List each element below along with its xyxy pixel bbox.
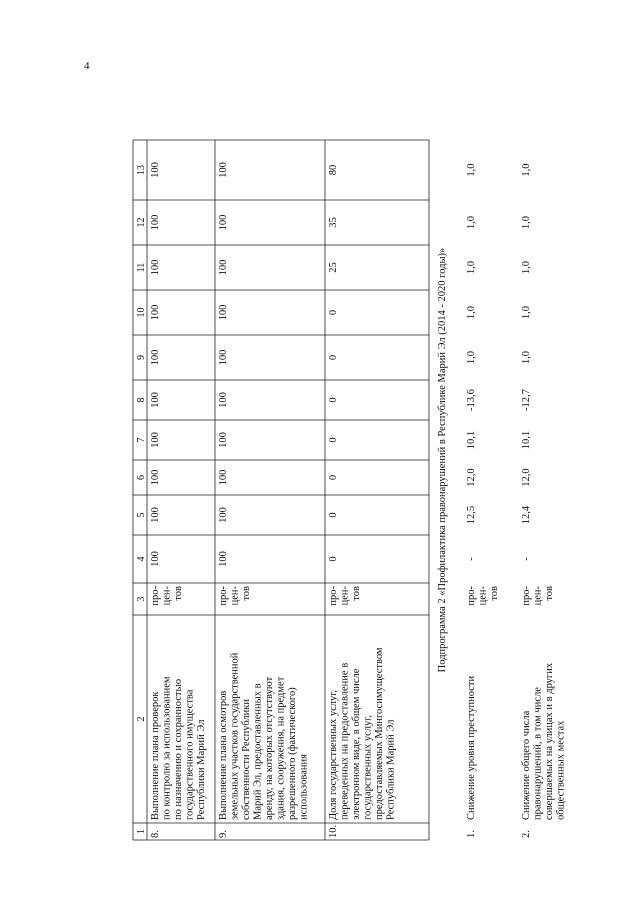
subprogram-row-1-value-col-4: - xyxy=(466,557,477,561)
row-1-value-col-4: 100 xyxy=(150,551,161,567)
row-2-unit-line: тов xyxy=(241,586,252,601)
subprogram-row-2-value-col-5: 12,4 xyxy=(521,505,532,525)
row-1-value-col-9: 100 xyxy=(150,349,161,366)
subprogram-row-2-value-col-4: - xyxy=(521,557,532,561)
row-2-description-line: земельных участков государственной xyxy=(229,652,241,820)
row-1-value-col-8: 100 xyxy=(150,392,161,408)
row-1-unit-line: тов xyxy=(173,586,184,601)
subprogram-row-1-value-col-5: 12,5 xyxy=(466,505,477,525)
row-1-value-col-12: 100 xyxy=(150,214,161,231)
row-2-description-line: Марий Эл, предоставленных в xyxy=(252,683,264,820)
row-1-value-col-7: 100 xyxy=(150,432,161,448)
column-header-7: 7 xyxy=(136,437,147,443)
subprogram-row-1-value-col-12: 1,0 xyxy=(466,215,477,230)
column-header-12: 12 xyxy=(136,217,147,228)
subprogram-title: Подпрограмма 2 «Профилактика правонарушений в Республике Марий Эл (2014 - 2020 годы)» xyxy=(437,247,448,673)
column-header-8: 8 xyxy=(136,397,147,403)
row-3-value-col-7: 0 xyxy=(328,437,339,443)
subprogram-row-1-unit-line: про- xyxy=(466,586,477,606)
row-2-description-line: здания, сооружения, на предмет xyxy=(275,676,287,820)
row-3-description-line: государственных услуг, xyxy=(362,714,374,820)
column-header-3: 3 xyxy=(136,596,147,602)
subprogram-row-1-unit-line: цен- xyxy=(477,586,489,606)
column-header-6: 6 xyxy=(136,475,147,480)
row-3-description-line: Доля государственных услуг, xyxy=(328,689,339,820)
subprogram-row-1-unit-line: тов xyxy=(489,586,500,601)
row-1-unit-line: про- xyxy=(150,586,161,606)
row-1-unit-line: цен- xyxy=(161,586,173,606)
row-2-description-line: аренду, на которых отсутствуют xyxy=(264,676,275,820)
column-header-5: 5 xyxy=(136,512,147,518)
row-1-description-line: по назначению и сохранностью xyxy=(173,678,184,820)
row-2-value-col-10: 100 xyxy=(218,304,229,321)
row-3-value-col-11: 25 xyxy=(328,262,339,273)
subprogram-row-2-value-col-7: 10,1 xyxy=(521,430,532,450)
row-2-number: 9. xyxy=(218,830,229,838)
subprogram-row-2-description-line: правонарушений, в том числе xyxy=(532,687,544,820)
row-1-value-col-10: 100 xyxy=(150,304,161,321)
row-2-description-line: разрешенного (фактического) xyxy=(287,687,298,820)
row-3-value-col-6: 0 xyxy=(328,474,339,481)
subprogram-row-2-value-col-9: 1,0 xyxy=(521,350,532,365)
subprogram-row-2-value-col-10: 1,0 xyxy=(521,305,532,320)
row-3-description-line: электронном виде, в общем числе xyxy=(351,668,362,820)
subprogram-row-1-description-line: Снижение уровня преступности xyxy=(466,675,477,820)
column-header-2: 2 xyxy=(136,716,147,722)
column-header-4: 4 xyxy=(136,556,147,562)
row-2-value-col-6: 100 xyxy=(218,469,229,486)
row-2-description-line: собственности Республики xyxy=(241,699,252,820)
row-2-unit-line: про- xyxy=(218,586,229,606)
row-2-value-col-4: 100 xyxy=(218,551,229,567)
row-3-value-col-9: 0 xyxy=(328,354,339,361)
column-header-11: 11 xyxy=(136,262,147,273)
row-2-value-col-8: 100 xyxy=(218,392,229,408)
subprogram-row-2-description-line: совершаемых на улицах и в других xyxy=(544,662,555,820)
row-2-value-col-12: 100 xyxy=(218,214,229,231)
subprogram-row-2-description-line: общественных местах xyxy=(555,720,567,820)
subprogram-row-2-unit-line: про- xyxy=(521,586,532,606)
column-header-10: 10 xyxy=(136,307,147,318)
row-2-description-line: Выполнение плана осмотров xyxy=(218,690,229,820)
subprogram-row-2-number: 2. xyxy=(521,830,532,838)
subprogram-row-2-unit-line: тов xyxy=(544,586,555,601)
row-2-value-col-5: 100 xyxy=(218,507,229,523)
row-3-description-line: Республики Марий Эл xyxy=(385,719,397,820)
row-2-value-col-7: 100 xyxy=(218,432,229,448)
subprogram-row-2-value-col-6: 12,0 xyxy=(521,468,532,487)
subprogram-row-2-value-col-11: 1,0 xyxy=(521,260,532,275)
subprogram-row-2-value-col-12: 1,0 xyxy=(521,215,532,230)
row-1-value-col-5: 100 xyxy=(150,507,161,523)
row-3-unit-line: цен- xyxy=(339,586,351,606)
subprogram-row-2-value-col-8: -12,7 xyxy=(521,389,532,411)
subprogram-row-1-value-col-13: 1,0 xyxy=(466,163,477,177)
subprogram-row-2-description-line: Снижение общего числа xyxy=(521,710,532,820)
row-1-description-line: Республики Марий Эл xyxy=(196,719,207,820)
row-1-value-col-13: 100 xyxy=(150,162,161,178)
indicators-table xyxy=(133,140,567,840)
column-header-1: 1 xyxy=(136,829,147,834)
row-1-number: 8. xyxy=(150,830,161,838)
row-3-value-col-13: 80 xyxy=(328,164,339,176)
row-1-value-col-6: 100 xyxy=(150,469,161,486)
subprogram-row-1-value-col-7: 10,1 xyxy=(466,430,477,450)
subprogram-row-1-value-col-6: 12,0 xyxy=(466,468,477,487)
row-2-description-line: использования xyxy=(298,754,310,820)
subprogram-row-1-value-col-10: 1,0 xyxy=(466,305,477,320)
row-3-value-col-12: 35 xyxy=(328,217,339,228)
row-2-value-col-13: 100 xyxy=(218,162,229,178)
row-2-unit-line: цен- xyxy=(229,586,241,606)
row-3-unit-line: тов xyxy=(351,586,362,601)
row-2-value-col-11: 100 xyxy=(218,259,229,276)
column-header-9: 9 xyxy=(136,355,147,360)
row-1-description-line: по контролю за использованием xyxy=(161,676,173,820)
row-3-description-line: переведенных на предоставление в xyxy=(339,662,351,820)
subprogram-row-2-value-col-13: 1,0 xyxy=(521,163,532,177)
subprogram-row-1-value-col-11: 1,0 xyxy=(466,260,477,275)
row-3-value-col-10: 0 xyxy=(328,309,339,316)
row-1-description-line: Выполнение плана проверок xyxy=(150,691,161,820)
row-3-value-col-8: 0 xyxy=(328,397,339,403)
page-number: 4 xyxy=(84,60,90,72)
row-3-value-col-4: 0 xyxy=(328,556,339,562)
subprogram-row-2-unit-line: цен- xyxy=(532,586,544,606)
row-1-description-line: государственного имущества xyxy=(184,689,196,820)
row-3-description-line: предоставляемых Мингосимуществом xyxy=(374,647,385,820)
subprogram-row-1-value-col-9: 1,0 xyxy=(466,350,477,365)
row-3-value-col-5: 0 xyxy=(328,512,339,518)
column-header-13: 13 xyxy=(136,165,147,175)
subprogram-row-1-number: 1. xyxy=(466,830,477,838)
row-3-unit-line: про- xyxy=(328,586,339,606)
subprogram-row-1-value-col-8: -13,6 xyxy=(466,389,477,411)
row-1-value-col-11: 100 xyxy=(150,259,161,276)
row-3-number: 10. xyxy=(328,824,339,838)
row-2-value-col-9: 100 xyxy=(218,349,229,366)
